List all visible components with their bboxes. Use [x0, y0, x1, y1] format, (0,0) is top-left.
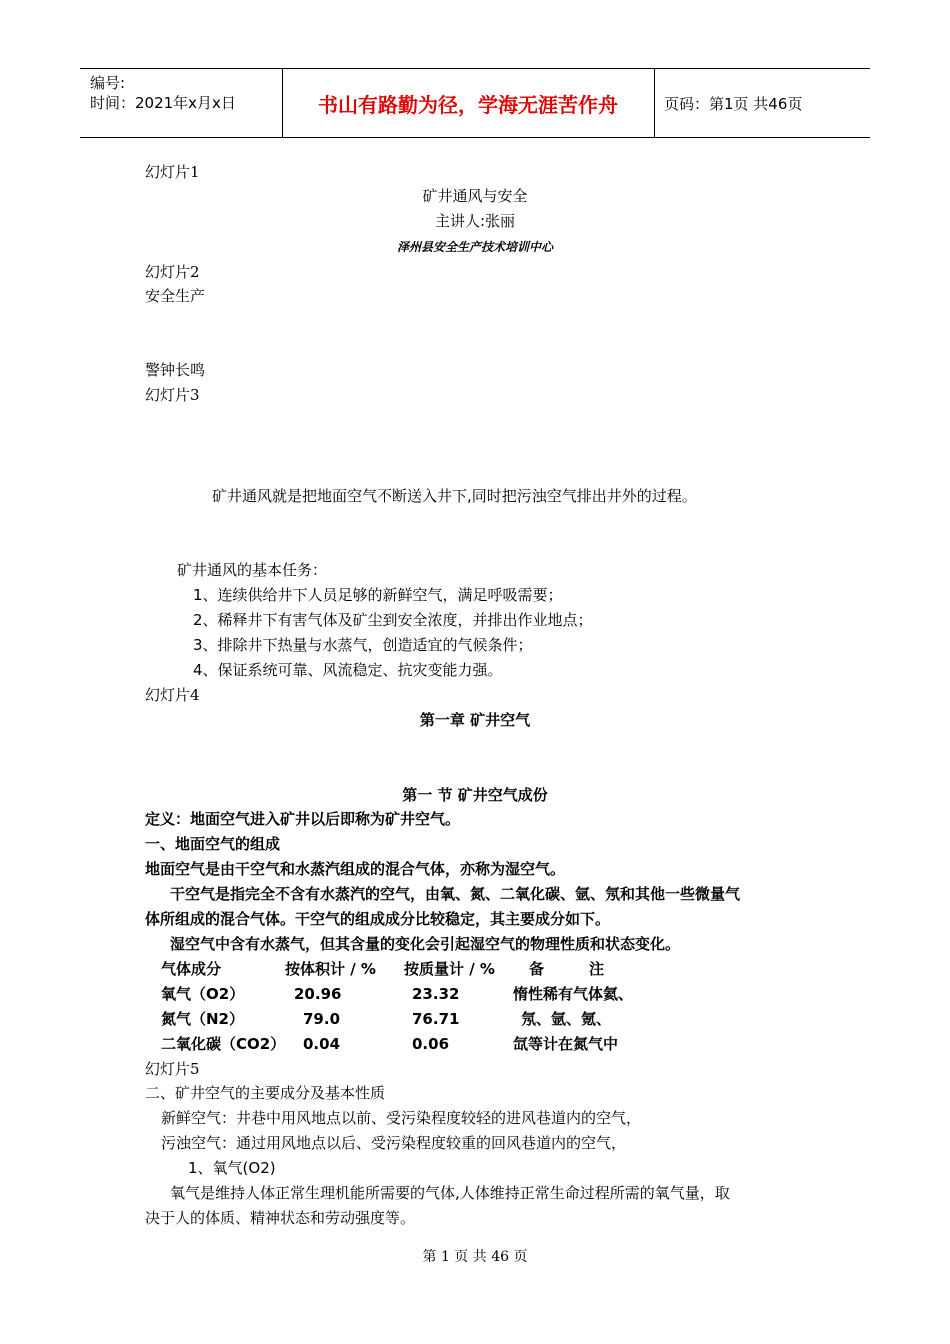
- table-cell: 0.06: [412, 1035, 450, 1053]
- table-cell: 氮气（N2）: [161, 1010, 244, 1028]
- table-cell: 76.71: [412, 1010, 460, 1028]
- table-cell: 氙等计在氮气中: [513, 1035, 619, 1053]
- oxygen-heading: 1、氧气(O2): [188, 1159, 276, 1177]
- definition-text: 定义：地面空气进入矿井以后即称为矿井空气。: [145, 810, 461, 828]
- slide1-presenter: 主讲人:张丽: [434, 212, 516, 230]
- table-cell: 20.96: [294, 985, 342, 1003]
- paragraph: 决于人的体质、精神状态和劳动强度等。: [145, 1209, 416, 1227]
- paragraph: 氧气是维持人体正常生理机能所需要的气体,人体维持正常生命过程所需的氧气量，取: [170, 1184, 730, 1202]
- document-header: [80, 68, 870, 138]
- header-motto: 书山有路勤为径，学海无涯苦作舟: [318, 93, 618, 117]
- number-label: 编号:: [90, 74, 126, 92]
- slide3-definition: 矿井通风就是把地面空气不断送入井下,同时把污浊空气排出井外的过程。: [212, 487, 697, 505]
- task-item: 3、排除井下热量与水蒸气，创造适宜的气候条件；: [193, 636, 533, 654]
- slide-label: 幻灯片1: [145, 163, 200, 181]
- table-header-cell: 按体积计 / %: [285, 960, 376, 978]
- slide-label: 幻灯片2: [145, 263, 200, 281]
- table-cell: 23.32: [412, 985, 460, 1003]
- slide2-line2: 警钟长鸣: [145, 361, 206, 379]
- table-cell: 79.0: [303, 1010, 341, 1028]
- paragraph: 干空气是指完全不含有水蒸汽的空气，由氧、氮、二氧化碳、氩、氖和其他一些微量气: [170, 885, 741, 903]
- slide1-org: 泽州县安全生产技术培训中心: [396, 240, 553, 254]
- table-cell: 二氧化碳（CO2）: [161, 1035, 286, 1053]
- time-label: 时间：2021年x月x日: [90, 94, 236, 112]
- slide-label: 幻灯片4: [145, 686, 200, 704]
- table-cell: 0.04: [303, 1035, 341, 1053]
- paragraph: 污浊空气：通过用风地点以后、受污染程度较重的回风巷道内的空气，: [161, 1134, 627, 1152]
- paragraph: 地面空气是由干空气和水蒸汽组成的混合气体，亦称为湿空气。: [145, 860, 566, 878]
- chapter-title: 第一章 矿井空气: [419, 711, 531, 729]
- table-cell: 惰性稀有气体氦、: [513, 985, 634, 1003]
- slide3-tasks-title: 矿井通风的基本任务：: [177, 561, 328, 579]
- page-footer: 第 1 页 共 46 页: [422, 1249, 528, 1265]
- table-header-cell: 按质量计 / %: [404, 960, 495, 978]
- header-page-info: 页码：第1页 共46页: [664, 95, 803, 113]
- header-divider: [654, 69, 655, 137]
- table-header-cell: 注: [589, 960, 605, 978]
- section-title: 第一 节 矿井空气成份: [402, 786, 548, 804]
- slide1-title: 矿井通风与安全: [422, 187, 528, 205]
- heading-ground-air: 一、地面空气的组成: [145, 835, 281, 853]
- paragraph: 体所组成的混合气体。干空气的组成成分比较稳定，其主要成分如下。: [145, 910, 611, 928]
- task-item: 4、保证系统可靠、风流稳定、抗灾变能力强。: [193, 661, 503, 679]
- table-cell: 氧气（O2）: [161, 985, 245, 1003]
- table-header-cell: 备: [529, 960, 545, 978]
- table-cell: 氖、氩、氪、: [521, 1010, 612, 1028]
- task-item: 2、稀释井下有害气体及矿尘到安全浓度，并排出作业地点；: [193, 611, 593, 629]
- heading-mine-air: 二、矿井空气的主要成分及基本性质: [145, 1084, 386, 1102]
- paragraph: 湿空气中含有水蒸气，但其含量的变化会引起湿空气的物理性质和状态变化。: [170, 935, 681, 953]
- paragraph: 新鲜空气：井巷中用风地点以前、受污染程度较轻的进风巷道内的空气，: [161, 1109, 642, 1127]
- task-item: 1、连续供给井下人员足够的新鲜空气，满足呼吸需要；: [193, 586, 563, 604]
- table-header-cell: 气体成分: [161, 960, 222, 978]
- slide-label: 幻灯片3: [145, 386, 200, 404]
- header-left-cell: [90, 73, 236, 113]
- slide2-line1: 安全生产: [145, 287, 206, 305]
- slide-label: 幻灯片5: [145, 1060, 200, 1078]
